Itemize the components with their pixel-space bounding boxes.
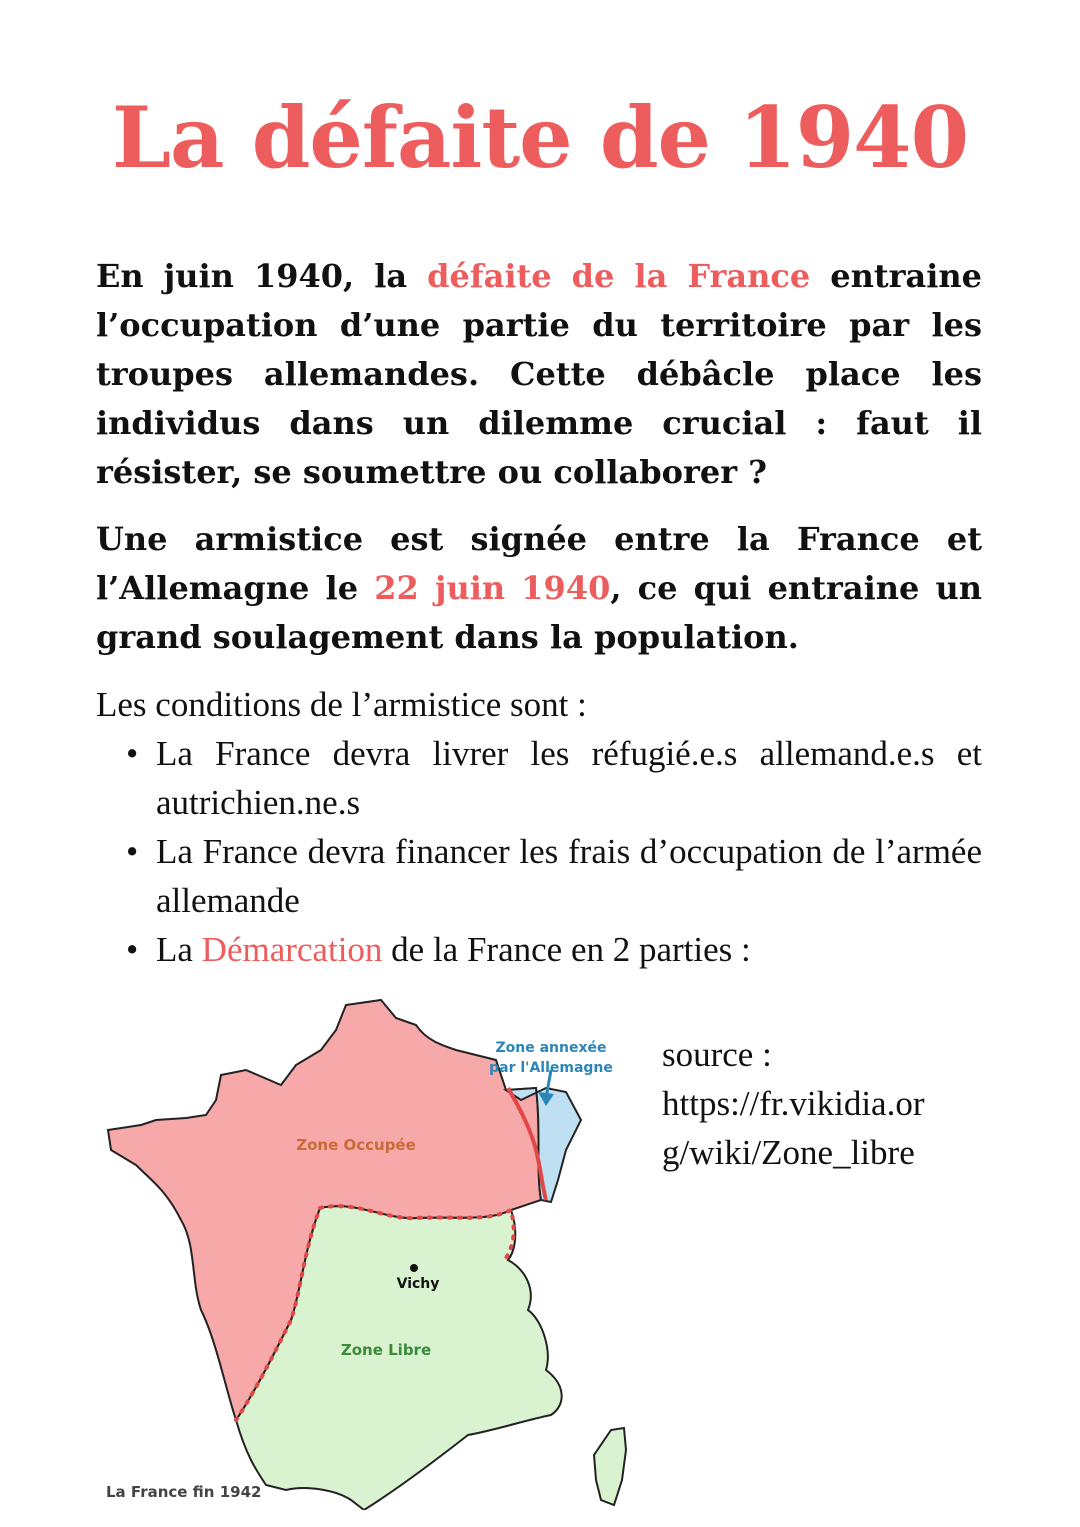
source-url-1: https://fr.vikidia.or bbox=[662, 1084, 925, 1123]
label-annexed-2: par l'Allemagne bbox=[489, 1060, 613, 1076]
source-label: source : bbox=[662, 1035, 772, 1074]
highlight-defaite: défaite de la France bbox=[427, 257, 811, 295]
label-free: Zone Libre bbox=[340, 1341, 432, 1359]
label-annexed-1: Zone annexée bbox=[495, 1040, 607, 1056]
source-note bbox=[662, 1030, 982, 1177]
source-url-2: g/wiki/Zone_libre bbox=[662, 1133, 915, 1172]
label-vichy: Vichy bbox=[396, 1276, 440, 1292]
highlight-date: 22 juin 1940 bbox=[374, 569, 611, 607]
highlight-demarcation: Démarcation bbox=[201, 930, 383, 969]
conditions-intro: Les conditions de l’armistice sont : bbox=[96, 685, 587, 724]
label-occupied: Zone Occupée bbox=[296, 1136, 416, 1154]
list-item: • La France devra livrer les réfugié.e.s allemand.e.s et autrichien.ne.s bbox=[156, 729, 982, 827]
list-item: • La Démarcation de la France en 2 parties : bbox=[156, 925, 982, 974]
armistice-paragraph: Une armistice est signée entre la France et l’Allemagne le 22 juin 1940, ce qui entraine un grand soulagement dans la population. bbox=[96, 520, 983, 656]
page-title: La défaite de 1940 bbox=[111, 88, 969, 187]
conditions-list bbox=[96, 729, 982, 974]
conditions-section bbox=[96, 680, 982, 974]
france-map bbox=[96, 990, 636, 1510]
list-item: • La France devra financer les frais d’occupation de l’armée allemande bbox=[156, 827, 982, 925]
intro-paragraph: En juin 1940, la défaite de la France entraine l’occupation d’une partie du territoire par les troupes allemandes. Cette débâcle place les individus dans un dilemme crucial : faut il résister, se soumettre ou collaborer ? bbox=[96, 257, 983, 491]
map-caption: La France fin 1942 bbox=[106, 1483, 262, 1501]
vichy-point bbox=[410, 1264, 418, 1272]
